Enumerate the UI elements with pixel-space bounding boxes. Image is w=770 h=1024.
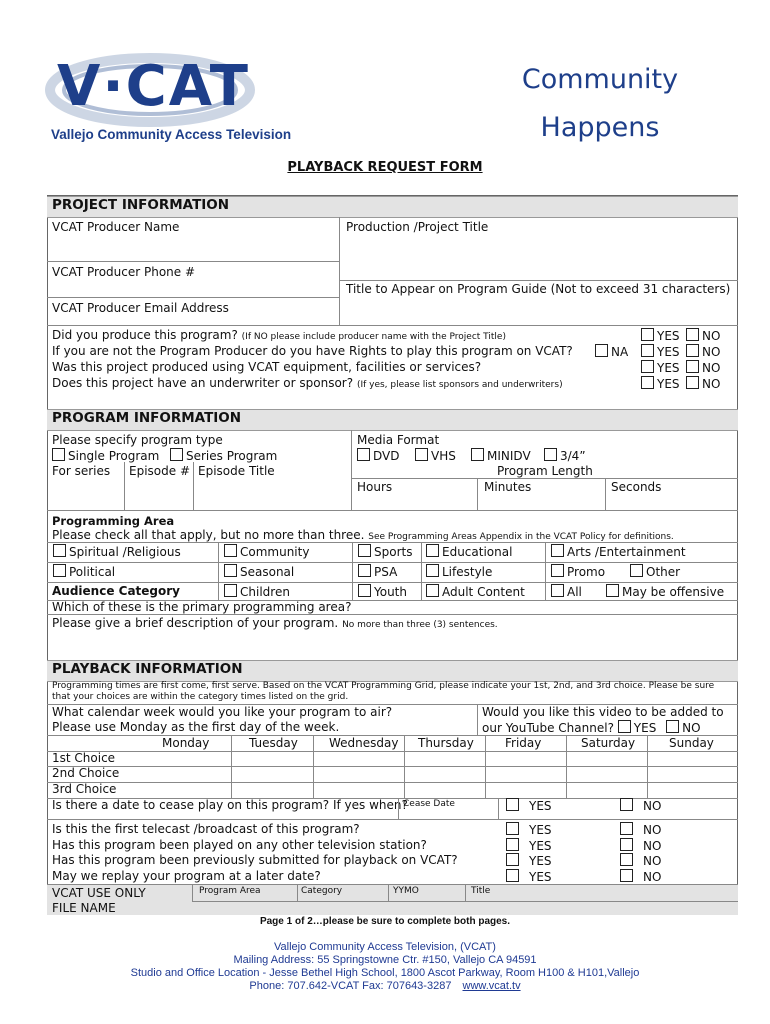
day-thursday: Thursday xyxy=(418,736,474,750)
episode-number-label: Episode # xyxy=(129,464,190,478)
checkbox[interactable] xyxy=(618,720,631,733)
q-sponsor-note: (If yes, please list sponsors and underwriters) xyxy=(356,380,563,390)
q-rights-yes[interactable] xyxy=(641,344,680,359)
check-all-note: See Programming Areas Appendix in the VCAT Policy for definitions. xyxy=(368,532,674,542)
checkbox[interactable] xyxy=(506,869,519,882)
checkbox[interactable] xyxy=(170,448,183,461)
first-telecast-no[interactable] xyxy=(620,822,661,837)
project-title-label: Production /Project Title xyxy=(346,220,489,234)
checkbox[interactable] xyxy=(551,584,564,597)
checkbox[interactable] xyxy=(641,344,654,357)
producer-phone-label: VCAT Producer Phone # xyxy=(52,265,196,279)
yes-label: YES xyxy=(657,345,680,359)
area-political[interactable] xyxy=(53,564,115,579)
no-label: NO xyxy=(702,329,721,343)
audience-youth[interactable] xyxy=(358,584,407,599)
checkbox[interactable] xyxy=(620,798,633,811)
area-lifestyle[interactable] xyxy=(426,564,492,579)
form-title: PLAYBACK REQUEST FORM xyxy=(287,160,483,175)
youtube-question-2: our YouTube Channel? xyxy=(482,721,614,735)
yes-label: YES xyxy=(657,377,680,391)
no-label: NO xyxy=(702,345,721,359)
vcat-title-label: Title xyxy=(471,886,491,896)
checkbox[interactable] xyxy=(358,564,371,577)
cease-date-field[interactable] xyxy=(403,810,498,819)
area-psa[interactable] xyxy=(358,564,397,579)
tagline xyxy=(500,56,700,152)
footer-mailing: Mailing Address: 55 Springstowne Ctr. #150, Vallejo CA 94591 xyxy=(233,954,537,966)
checkbox[interactable] xyxy=(53,564,66,577)
checkbox[interactable] xyxy=(686,344,699,357)
cease-yes[interactable] xyxy=(506,798,552,813)
week-question-1: What calendar week would you like your program to air? xyxy=(52,705,393,719)
area-sports[interactable] xyxy=(358,544,412,559)
youtube-no[interactable] xyxy=(666,721,700,735)
other-station-yes[interactable] xyxy=(506,838,552,853)
yes-label: YES xyxy=(657,361,680,375)
cease-date-label: Cease Date xyxy=(403,799,455,809)
checkbox[interactable] xyxy=(357,448,370,461)
prev-submitted-yes[interactable] xyxy=(506,853,552,868)
series-label: Series Program xyxy=(186,449,278,463)
spiritual-label: Spiritual /Religious xyxy=(69,545,181,559)
checkbox[interactable] xyxy=(551,544,564,557)
checkbox[interactable] xyxy=(620,838,633,851)
checkbox[interactable] xyxy=(224,544,237,557)
q-rights-text: If you are not the Program Producer do you have Rights to play this program on VCAT? xyxy=(52,344,573,358)
na-label: NA xyxy=(611,345,629,359)
three-quarter-option[interactable] xyxy=(544,448,586,463)
producer-name-field[interactable] xyxy=(52,236,332,260)
website-link[interactable]: www.vcat.tv xyxy=(462,980,521,992)
checkbox[interactable] xyxy=(358,544,371,557)
program-length-label: Program Length xyxy=(497,464,593,478)
no-label: NO xyxy=(702,377,721,391)
children-label: Children xyxy=(240,585,290,599)
audience-adult[interactable] xyxy=(426,584,525,599)
all-label: All xyxy=(567,585,582,599)
single-program-option[interactable] xyxy=(52,448,159,463)
day-monday: Monday xyxy=(162,736,210,750)
checkbox[interactable] xyxy=(551,564,564,577)
checkbox[interactable] xyxy=(471,448,484,461)
vhs-option[interactable] xyxy=(415,448,456,463)
checkbox[interactable] xyxy=(544,448,557,461)
checkbox[interactable] xyxy=(52,448,65,461)
checkbox[interactable] xyxy=(506,798,519,811)
sports-label: Sports xyxy=(374,545,413,559)
vcat-program-area-label: Program Area xyxy=(199,886,261,896)
q-produced-note: (If NO please include producer name with the Project Title) xyxy=(241,332,506,342)
checkbox[interactable] xyxy=(686,376,699,389)
q-produced-text: Did you produce this program? xyxy=(52,328,238,342)
programming-area-heading: Programming Area xyxy=(52,514,175,528)
page-note: Page 1 of 2…please be sure to complete both pages. xyxy=(259,916,511,927)
lifestyle-label: Lifestyle xyxy=(442,565,493,579)
check-all-line xyxy=(52,528,674,542)
first-choice-label: 1st Choice xyxy=(52,751,116,765)
offensive-label: May be offensive xyxy=(622,585,725,599)
replay-question: May we replay your program at a later date? xyxy=(52,869,321,883)
cease-no[interactable] xyxy=(620,798,661,813)
three-quarter-label: 3/4” xyxy=(560,449,586,463)
footer-phone-fax: Phone: 707.642-VCAT Fax: 707643-3287 xyxy=(249,980,452,992)
q-produced-yes[interactable] xyxy=(641,328,680,343)
no-label: NO xyxy=(702,361,721,375)
guide-title-label: Title to Appear on Program Guide (Not to exceed 31 characters) xyxy=(346,282,731,296)
vcat-use-label: VCAT USE ONLY xyxy=(52,886,146,900)
file-name-label: FILE NAME xyxy=(52,901,116,915)
checkbox[interactable] xyxy=(666,720,679,733)
yes-label: YES xyxy=(633,721,657,735)
vcat-category-label: Category xyxy=(301,886,343,896)
checkbox[interactable] xyxy=(358,584,371,597)
minutes-label[interactable]: Minutes xyxy=(484,480,532,494)
checkbox[interactable] xyxy=(506,838,519,851)
first-choice-row[interactable] xyxy=(52,751,115,765)
replay-no[interactable] xyxy=(620,869,661,884)
audience-category-label: Audience Category xyxy=(52,584,180,598)
other-label: Other xyxy=(646,565,681,579)
yes-label: YES xyxy=(657,329,680,343)
week-question-2: Please use Monday as the first day of the week. xyxy=(52,720,340,734)
vcat-logo xyxy=(45,50,295,150)
area-promo[interactable] xyxy=(551,564,605,579)
primary-area-question: Which of these is the primary programming area? xyxy=(52,600,352,614)
episode-title-label: Episode Title xyxy=(198,464,275,478)
checkbox[interactable] xyxy=(506,822,519,835)
adult-label: Adult Content xyxy=(442,585,525,599)
producer-email-field[interactable] xyxy=(52,313,332,325)
logo-subtitle: Vallejo Community Access Television xyxy=(51,127,292,142)
audience-all[interactable] xyxy=(551,584,582,599)
media-format-label: Media Format xyxy=(357,433,440,447)
area-arts[interactable] xyxy=(551,544,686,559)
checkbox[interactable] xyxy=(630,564,643,577)
checkbox[interactable] xyxy=(426,584,439,597)
q-sponsor-text: Does this project have an underwriter or sponsor? xyxy=(52,376,354,390)
footer-contact xyxy=(0,980,770,992)
checkbox[interactable] xyxy=(426,564,439,577)
description-field[interactable] xyxy=(52,632,732,658)
vcat-yymo-label: YYMO xyxy=(393,886,419,896)
q-sponsor-no[interactable] xyxy=(686,376,720,391)
checkbox[interactable] xyxy=(224,584,237,597)
description-line xyxy=(52,616,498,630)
minidv-option[interactable] xyxy=(471,448,531,463)
tagline-line1: Community xyxy=(521,64,679,95)
area-seasonal[interactable] xyxy=(224,564,294,579)
youtube-question-1: Would you like this video to be added to xyxy=(482,705,724,719)
dvd-label: DVD xyxy=(373,449,400,463)
checkbox[interactable] xyxy=(686,328,699,341)
area-spiritual[interactable] xyxy=(53,544,181,559)
community-label: Community xyxy=(240,545,310,559)
checkbox[interactable] xyxy=(620,853,633,866)
q-produced xyxy=(52,328,506,342)
no-label: NO xyxy=(643,823,662,837)
day-saturday: Saturday xyxy=(581,736,636,750)
no-label: NO xyxy=(643,870,662,884)
q-equipment-yes[interactable] xyxy=(641,360,680,375)
checkbox[interactable] xyxy=(426,544,439,557)
hours-label[interactable]: Hours xyxy=(357,480,393,494)
checkbox[interactable] xyxy=(620,822,633,835)
day-wednesday: Wednesday xyxy=(329,736,399,750)
third-choice-row[interactable] xyxy=(52,782,116,796)
area-educational[interactable] xyxy=(426,544,512,559)
project-title-field[interactable] xyxy=(346,236,731,280)
project-heading: PROJECT INFORMATION xyxy=(52,197,230,213)
q-sponsor-yes[interactable] xyxy=(641,376,680,391)
checkbox[interactable] xyxy=(506,853,519,866)
no-label: NO xyxy=(643,839,662,853)
no-label: NO xyxy=(643,854,662,868)
producer-name-label: VCAT Producer Name xyxy=(52,220,180,234)
audience-offensive[interactable] xyxy=(606,584,724,599)
day-friday: Friday xyxy=(505,736,542,750)
yes-label: YES xyxy=(529,823,552,837)
footer-org: Vallejo Community Access Television, (VCAT) xyxy=(274,941,496,953)
seasonal-label: Seasonal xyxy=(240,565,295,579)
playback-heading: PLAYBACK INFORMATION xyxy=(52,661,243,677)
psa-label: PSA xyxy=(374,565,398,579)
q-rights-na[interactable] xyxy=(595,344,628,359)
other-station-question: Has this program been played on any other television station? xyxy=(52,838,427,852)
description-note: No more than three (3) sentences. xyxy=(342,620,498,630)
checkbox[interactable] xyxy=(620,869,633,882)
cease-question: Is there a date to cease play on this program? If yes when? xyxy=(52,798,408,812)
prev-submitted-question: Has this program been previously submitted for playback on VCAT? xyxy=(52,853,458,867)
playback-note-line2: that your choices are within the category times listed on the grid. xyxy=(52,692,349,702)
minidv-label: MINIDV xyxy=(487,449,531,463)
second-choice-row[interactable] xyxy=(52,766,119,780)
check-all-text: Please check all that apply, but no more than three. xyxy=(52,528,365,542)
second-choice-label: 2nd Choice xyxy=(52,766,120,780)
educational-label: Educational xyxy=(442,545,513,559)
yes-label: YES xyxy=(529,799,552,813)
checkbox[interactable] xyxy=(641,376,654,389)
yes-label: YES xyxy=(529,870,552,884)
yes-label: YES xyxy=(529,839,552,853)
q-sponsor xyxy=(52,376,563,390)
promo-label: Promo xyxy=(567,565,606,579)
q-produced-no[interactable] xyxy=(686,328,720,343)
day-sunday: Sunday xyxy=(669,736,714,750)
first-telecast-question: Is this the first telecast /broadcast of this program? xyxy=(52,822,360,836)
checkbox[interactable] xyxy=(641,360,654,373)
youtube-yes[interactable] xyxy=(618,721,657,735)
specify-type-label: Please specify program type xyxy=(52,433,223,447)
guide-title-field[interactable] xyxy=(346,298,731,324)
series-program-option[interactable] xyxy=(170,448,277,463)
description-question: Please give a brief description of your program. xyxy=(52,616,339,630)
for-series-label: For series xyxy=(52,464,111,478)
checkbox[interactable] xyxy=(415,448,428,461)
arts-label: Arts /Entertainment xyxy=(567,545,686,559)
first-telecast-yes[interactable] xyxy=(506,822,552,837)
dvd-option[interactable] xyxy=(357,448,399,463)
vhs-label: VHS xyxy=(431,449,456,463)
logo-letters: V·CAT xyxy=(57,54,250,119)
youth-label: Youth xyxy=(374,585,407,599)
youtube-question xyxy=(482,720,701,735)
playback-note-line1: Programming times are first come, first serve. Based on the VCAT Programming Grid, please indicate your 1st, 2nd, and 3rd choice. Please be sure xyxy=(52,681,715,691)
area-other[interactable] xyxy=(630,564,680,579)
replay-yes[interactable] xyxy=(506,869,552,884)
checkbox[interactable] xyxy=(641,328,654,341)
checkbox[interactable] xyxy=(686,360,699,373)
q-equipment-text: Was this project produced using VCAT equipment, facilities or services? xyxy=(52,360,482,374)
q-rights-no[interactable] xyxy=(686,344,720,359)
tagline-line2: Happens xyxy=(540,112,660,143)
checkbox[interactable] xyxy=(606,584,619,597)
other-station-no[interactable] xyxy=(620,838,661,853)
prev-submitted-no[interactable] xyxy=(620,853,661,868)
no-label: NO xyxy=(643,799,662,813)
area-community[interactable] xyxy=(224,544,309,559)
audience-children[interactable] xyxy=(224,584,290,599)
footer-studio: Studio and Office Location - Jesse Bethel High School, 1800 Ascot Parkway, Room H100 & H101,Vallejo xyxy=(130,967,640,979)
checkbox[interactable] xyxy=(53,544,66,557)
yes-label: YES xyxy=(529,854,552,868)
program-heading: PROGRAM INFORMATION xyxy=(52,410,242,426)
q-equipment-no[interactable] xyxy=(686,360,720,375)
checkbox[interactable] xyxy=(224,564,237,577)
single-label: Single Program xyxy=(68,449,160,463)
political-label: Political xyxy=(69,565,116,579)
vcat-use-section xyxy=(47,884,738,915)
producer-phone-field[interactable] xyxy=(52,281,332,297)
day-tuesday: Tuesday xyxy=(249,736,298,750)
checkbox[interactable] xyxy=(595,344,608,357)
seconds-label[interactable]: Seconds xyxy=(611,480,662,494)
no-label: NO xyxy=(682,721,701,735)
producer-email-label: VCAT Producer Email Address xyxy=(52,301,229,315)
third-choice-label: 3rd Choice xyxy=(52,782,117,796)
